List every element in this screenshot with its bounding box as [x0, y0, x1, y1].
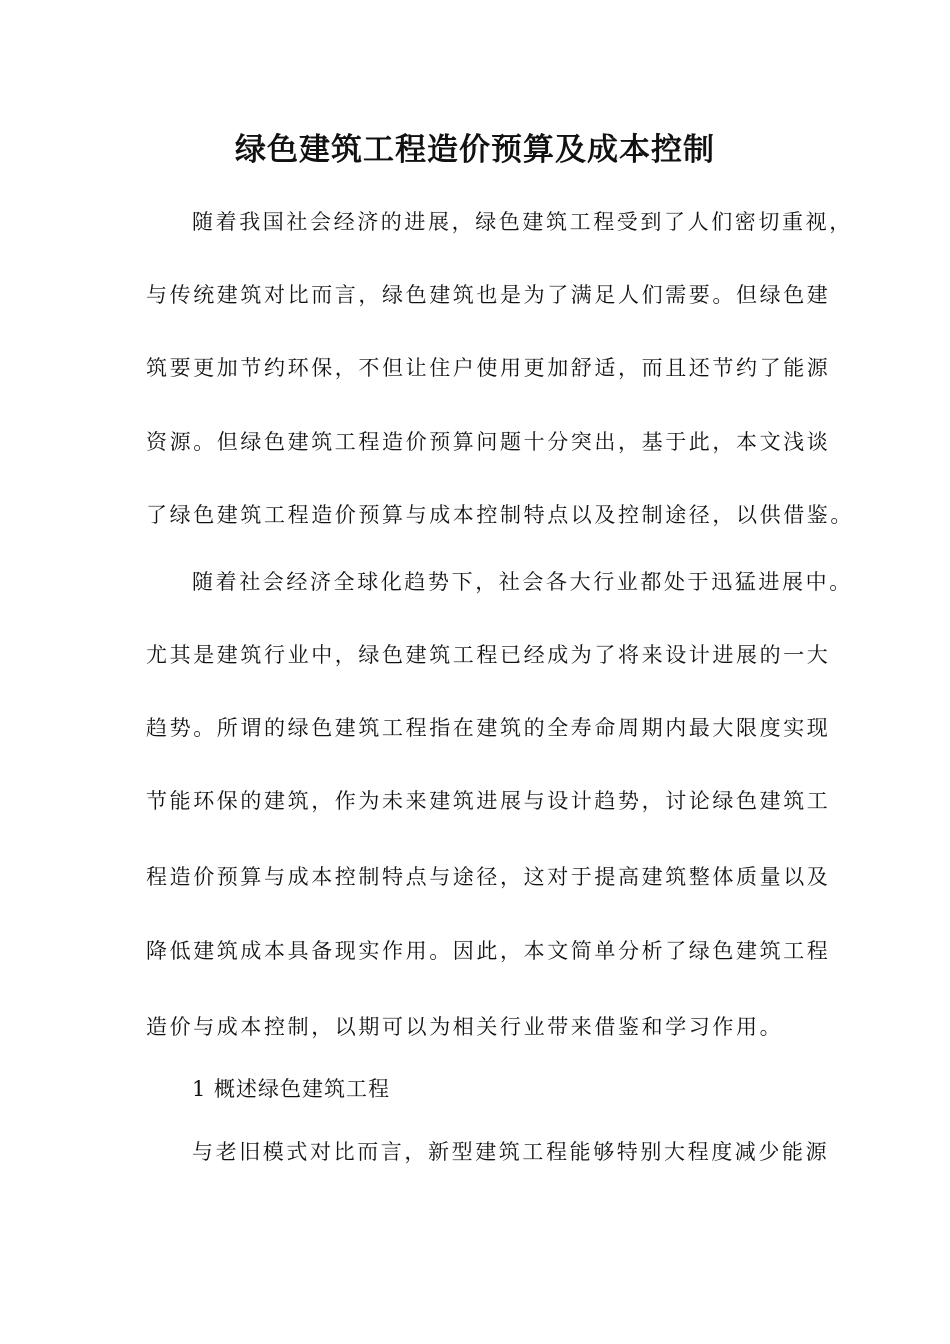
document-title: 绿色建筑工程造价预算及成本控制 [235, 132, 715, 168]
paragraph-2-line-3: 趋势。所谓的绿色建筑工程指在建筑的全寿命周期内最大限度实现 [146, 716, 831, 740]
paragraph-2-line-4: 节能环保的建筑，作为未来建筑进展与设计趋势，讨论绿色建筑工 [146, 789, 831, 813]
paragraph-2-line-7: 造价与成本控制，以期可以为相关行业带来借鉴和学习作用。 [146, 1015, 784, 1039]
paragraph-2-line-5: 程造价预算与成本控制特点与途径，这对于提高建筑整体质量以及 [146, 865, 831, 889]
paragraph-3-line-1: 与老旧模式对比而言，新型建筑工程能够特别大程度减少能源 [192, 1140, 830, 1164]
paragraph-2-line-1: 随着社会经济全球化趋势下，社会各大行业都处于迅猛进展中。 [192, 570, 853, 594]
paragraph-2-line-2: 尤其是建筑行业中，绿色建筑工程已经成为了将来设计进展的一大 [146, 643, 831, 667]
paragraph-1-line-1: 随着我国社会经济的进展，绿色建筑工程受到了人们密切重视， [192, 210, 853, 234]
section-heading: 1 概述绿色建筑工程 [192, 1077, 391, 1101]
paragraph-2-line-6: 降低建筑成本具备现实作用。因此，本文简单分析了绿色建筑工程 [146, 939, 831, 963]
paragraph-1-line-3: 筑要更加节约环保，不但让住户使用更加舒适，而且还节约了能源 [146, 356, 831, 380]
paragraph-1-line-2: 与传统建筑对比而言，绿色建筑也是为了满足人们需要。但绿色建 [146, 283, 831, 307]
paragraph-1-line-4: 资源。但绿色建筑工程造价预算问题十分突出，基于此，本文浅谈 [146, 430, 831, 454]
paragraph-1-line-5: 了绿色建筑工程造价预算与成本控制特点以及控制途径，以供借鉴。 [146, 503, 854, 527]
